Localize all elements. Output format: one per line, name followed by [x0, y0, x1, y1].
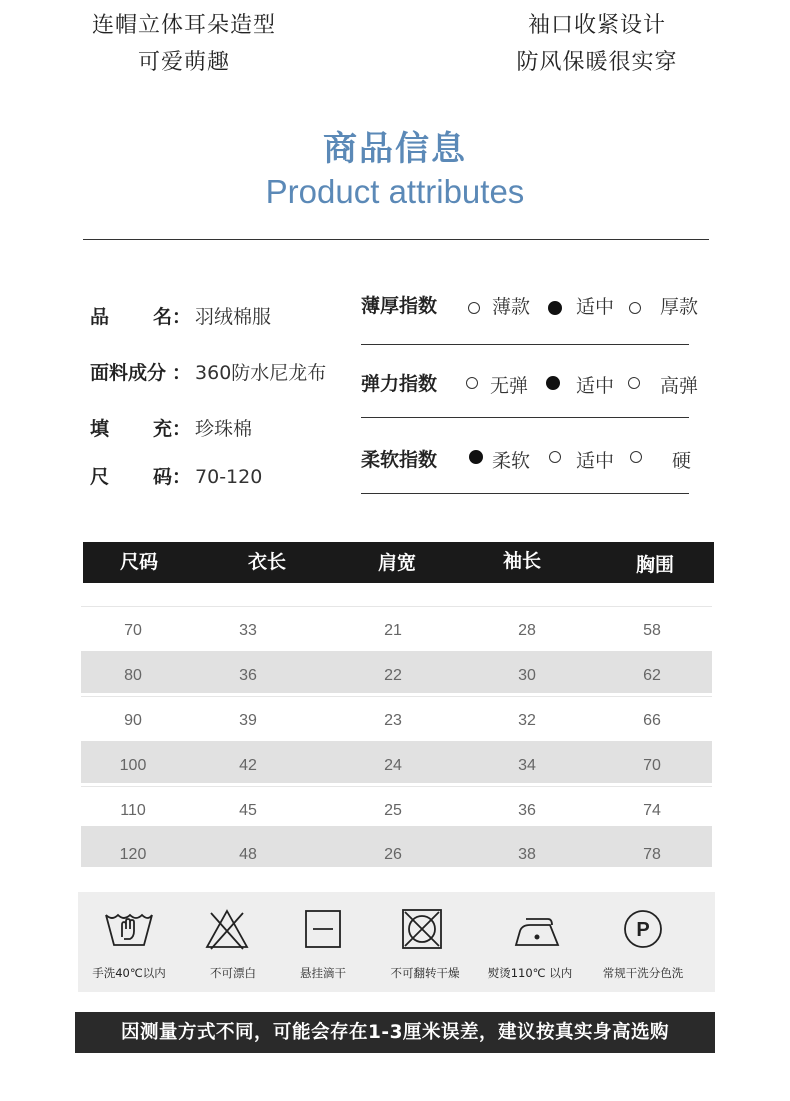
info-row-fabric [90, 364, 326, 383]
table-row-divider [81, 786, 712, 787]
measurement-note: 因测量方式不同，可能会存在1-3厘米误差，建议按真实身高选购 [121, 1022, 669, 1043]
softness-option-label: 柔软 [492, 450, 531, 472]
info-label [90, 308, 172, 327]
table-cell: 58 [643, 622, 661, 639]
info-row-size [90, 468, 262, 487]
table-cell: 80 [124, 667, 142, 684]
table-cell: 25 [384, 802, 402, 819]
softness-index-label: 柔软指数 [361, 449, 438, 471]
elasticity-option-radio[interactable] [628, 377, 640, 389]
care-label: 悬挂滴干 [300, 966, 346, 980]
info-label-part: 码 [152, 466, 172, 488]
table-cell: 34 [518, 757, 536, 774]
measurement-note-bar [75, 1012, 715, 1053]
dry-clean-p-icon [618, 907, 668, 951]
table-cell: 21 [384, 622, 402, 639]
info-row-name [90, 308, 271, 327]
table-cell: 36 [518, 802, 536, 819]
section-title-cn: 商品信息 [323, 129, 467, 169]
care-label: 熨烫110℃ 以内 [487, 966, 573, 980]
info-value: 70-120 [195, 466, 263, 488]
elasticity-option-radio[interactable] [466, 377, 478, 389]
info-label-part: 面料成分 [90, 362, 167, 384]
thickness-option-label: 适中 [576, 296, 615, 318]
feature-left-line1: 连帽立体耳朵造型 [91, 13, 276, 38]
table-cell: 28 [518, 622, 536, 639]
title-divider [83, 239, 709, 240]
thickness-option-radio-selected[interactable] [548, 301, 562, 315]
size-table-header-cell: 袖长 [503, 550, 542, 572]
softness-option-label: 适中 [576, 450, 615, 472]
info-value: 珍珠棉 [195, 418, 253, 440]
no-tumble-dry-icon [397, 907, 447, 951]
index-divider [361, 493, 689, 494]
info-label [90, 468, 172, 487]
care-label: 手洗40℃以内 [92, 966, 166, 980]
index-divider [361, 417, 689, 418]
elasticity-index-label: 弹力指数 [361, 373, 438, 395]
size-table-header-cell: 胸围 [636, 554, 675, 576]
info-label-part: 充 [152, 418, 172, 440]
softness-option-label: 硬 [672, 450, 692, 472]
table-cell: 26 [384, 846, 402, 863]
info-label [90, 364, 172, 383]
softness-option-radio[interactable] [630, 451, 642, 463]
table-cell: 70 [124, 622, 142, 639]
dry-clean-p-glyph: P [636, 919, 650, 941]
table-cell: 74 [643, 802, 661, 819]
table-cell: 78 [643, 846, 661, 863]
thickness-option-label: 薄款 [492, 296, 531, 318]
table-cell: 45 [239, 802, 257, 819]
softness-option-radio-selected[interactable] [469, 450, 483, 464]
table-cell: 70 [643, 757, 661, 774]
feature-right-line2: 防风保暖很实穿 [516, 50, 678, 75]
thickness-option-radio[interactable] [629, 302, 641, 314]
size-table-header-cell: 衣长 [248, 551, 287, 573]
info-value: 360防水尼龙布 [195, 362, 327, 384]
table-cell: 42 [239, 757, 257, 774]
table-cell: 39 [239, 712, 257, 729]
table-cell: 30 [518, 667, 536, 684]
size-table-header-cell: 尺码 [120, 551, 159, 573]
info-label-part: 品 [90, 306, 110, 328]
info-colon: ： [172, 418, 192, 440]
info-label-part: 尺 [90, 466, 110, 488]
info-label [90, 420, 172, 439]
table-cell: 38 [518, 846, 536, 863]
info-colon: ： [172, 466, 192, 488]
table-cell: 24 [384, 757, 402, 774]
table-cell: 33 [239, 622, 257, 639]
elasticity-option-label: 无弹 [490, 375, 529, 397]
info-row-filling [90, 420, 252, 439]
care-label: 不可漂白 [210, 966, 256, 980]
table-cell: 48 [239, 846, 257, 863]
info-label-part: 填 [90, 418, 110, 440]
elasticity-option-radio-selected[interactable] [546, 376, 560, 390]
elasticity-option-label: 适中 [576, 375, 615, 397]
feature-left-line2: 可爱萌趣 [137, 50, 230, 75]
hang-dry-icon [298, 907, 348, 951]
elasticity-option-label: 高弹 [660, 375, 699, 397]
table-cell: 66 [643, 712, 661, 729]
info-label-part: 名 [152, 306, 172, 328]
table-cell: 62 [643, 667, 661, 684]
index-divider [361, 344, 689, 345]
table-cell: 110 [120, 802, 146, 819]
no-bleach-icon [202, 907, 252, 951]
info-colon: ： [172, 306, 192, 328]
table-cell: 23 [384, 712, 402, 729]
thickness-option-radio[interactable] [468, 302, 480, 314]
table-cell: 90 [124, 712, 142, 729]
table-row-divider [81, 606, 712, 607]
info-value: 羽绒棉服 [195, 306, 272, 328]
softness-option-radio[interactable] [549, 451, 561, 463]
thickness-option-label: 厚款 [660, 296, 699, 318]
iron-icon [512, 907, 562, 951]
care-label: 不可翻转干燥 [390, 966, 460, 980]
hand-wash-icon [104, 907, 154, 951]
table-cell: 22 [384, 667, 402, 684]
info-colon: ： [172, 362, 192, 384]
table-cell: 32 [518, 712, 536, 729]
care-label: 常规干洗分色洗 [602, 966, 684, 980]
size-table-header-cell: 肩宽 [378, 552, 417, 574]
feature-right-line1: 袖口收紧设计 [527, 13, 666, 38]
table-cell: 120 [119, 846, 147, 863]
table-row-divider [81, 696, 712, 697]
table-cell: 36 [239, 667, 257, 684]
section-title-en: Product attributes [265, 173, 525, 210]
table-cell: 100 [119, 757, 147, 774]
thickness-index-label: 薄厚指数 [361, 295, 438, 317]
